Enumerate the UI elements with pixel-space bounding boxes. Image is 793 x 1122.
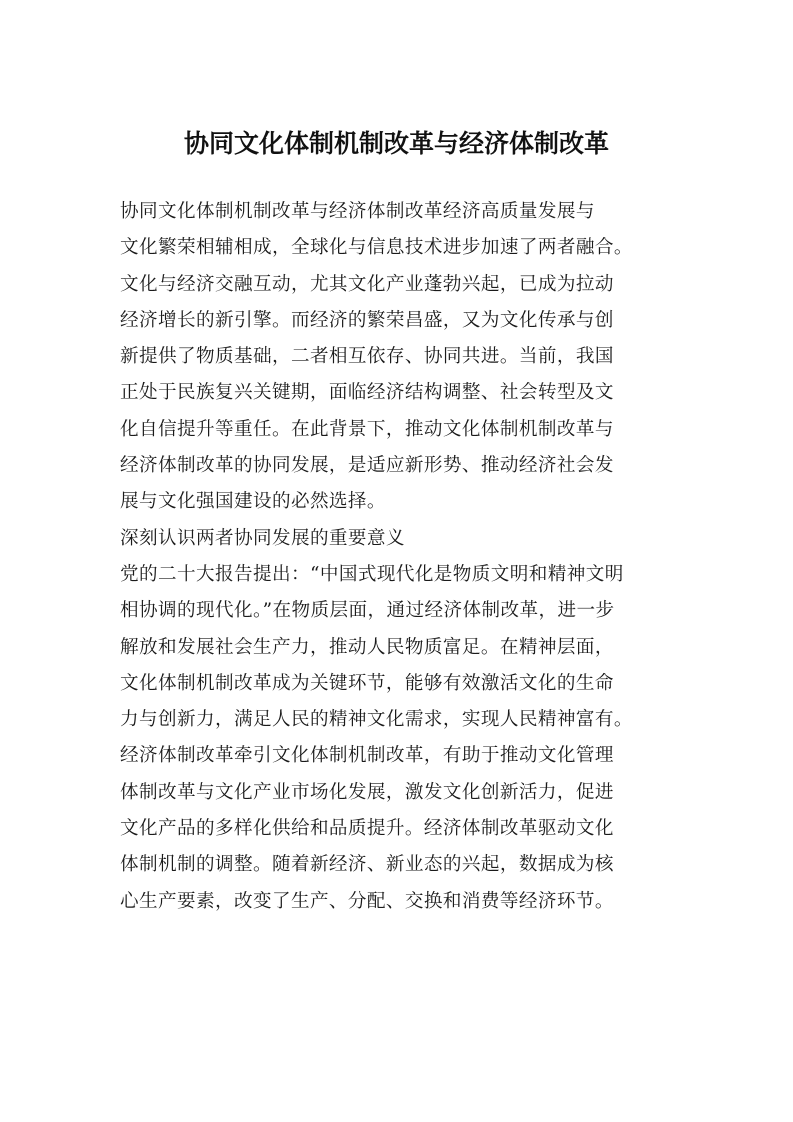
- text-line: 经济增长的新引擎。而经济的繁荣昌盛，又为文化传承与创: [120, 309, 614, 331]
- text-line: 经济体制改革的协同发展，是适应新形势、推动经济社会发: [120, 455, 614, 477]
- text-line: 解放和发展社会生产力，推动人民物质富足。在精神层面，: [120, 636, 614, 658]
- text-line: 相协调的现代化。”在物质层面，通过经济体制改革，进一步: [120, 600, 615, 622]
- text-line: 化自信提升等重任。在此背景下，推动文化体制机制改革与: [120, 418, 614, 440]
- document-body: [120, 194, 680, 920]
- text-line: 正处于民族复兴关键期，面临经济结构调整、社会转型及文: [120, 382, 614, 404]
- section-heading: 深刻认识两者协同发展的重要意义: [120, 527, 405, 549]
- text-line: 党的二十大报告提出：“中国式现代化是物质文明和精神文明: [120, 563, 624, 585]
- text-line: 文化体制机制改革成为关键环节，能够有效激活文化的生命: [120, 672, 614, 694]
- text-line: 文化繁荣相辅相成，全球化与信息技术进步加速了两者融合。: [120, 237, 633, 259]
- text-line: 力与创新力，满足人民的精神文化需求，实现人民精神富有。: [120, 709, 633, 731]
- text-line: 经济体制改革牵引文化体制机制改革，有助于推动文化管理: [120, 745, 614, 767]
- text-line: 展与文化强国建设的必然选择。: [120, 491, 386, 513]
- text-line: 体制机制的调整。随着新经济、新业态的兴起，数据成为核: [120, 854, 614, 876]
- document-title: 协同文化体制机制改革与经济体制改革: [183, 129, 609, 158]
- text-line: 协同文化体制机制改革与经济体制改革经济高质量发展与: [120, 201, 595, 222]
- text-line: 文化产品的多样化供给和品质提升。经济体制改革驱动文化: [120, 818, 614, 840]
- text-line: 心生产要素，改变了生产、分配、交换和消费等经济环节。: [120, 890, 614, 912]
- text-line: 新提供了物质基础，二者相互依存、协同共进。当前，我国: [120, 346, 614, 368]
- text-line: 文化与经济交融互动，尤其文化产业蓬勃兴起，已成为拉动: [120, 273, 614, 295]
- text-line: 体制改革与文化产业市场化发展，激发文化创新活力，促进: [120, 781, 614, 803]
